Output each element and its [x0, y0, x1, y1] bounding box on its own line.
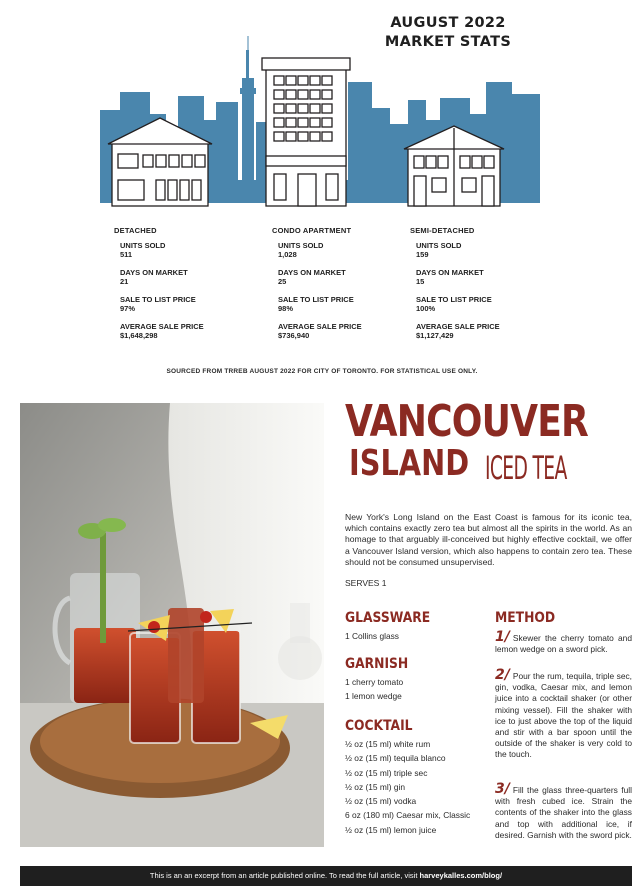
stat-value: $736,940 — [278, 331, 310, 340]
garnish-list — [345, 675, 403, 704]
list-item: ½ oz (15 ml) triple sec — [345, 767, 428, 778]
stat-label: DAYS ON MARKET — [120, 268, 188, 277]
recipe-title-word-2: ISLAND — [349, 443, 470, 484]
list-item: ½ oz (15 ml) lemon juice — [345, 824, 437, 835]
step-text: Skewer the cherry tomato and lemon wedge on a sword pick. — [495, 633, 632, 655]
stat-label: UNITS SOLD — [278, 241, 324, 250]
cocktail-heading: COCKTAIL — [345, 718, 413, 734]
step-text: Fill the glass three-quarters full with fresh cubed ice. Strain the contents of the shaker into the glass and top with additional ice, if desired. Garnish with the sword pick. — [495, 785, 632, 840]
stat-value: 98% — [278, 304, 294, 313]
stat-value: 21 — [120, 277, 129, 286]
step-number: 2/ — [495, 667, 510, 683]
stat-value: 25 — [278, 277, 287, 286]
stat-label: DAYS ON MARKET — [278, 268, 346, 277]
stat-label: SALE TO LIST PRICE — [416, 295, 492, 304]
cocktail-photo — [20, 403, 324, 847]
stat-value: 100% — [416, 304, 436, 313]
stat-value: 97% — [120, 304, 136, 313]
serves-label: SERVES 1 — [345, 578, 387, 588]
recipe-title-word-3: ICED TEA — [485, 449, 567, 487]
stat-value: 511 — [120, 250, 133, 259]
stat-label: DAYS ON MARKET — [416, 268, 484, 277]
stat-label: SALE TO LIST PRICE — [278, 295, 354, 304]
list-item: 1 lemon wedge — [345, 691, 402, 702]
recipe-intro: New York's Long Island on the East Coast is famous for its iconic tea, which contains exactly zero tea but almost all the spirits in the world. As an homage to that arguably ill-conceived but highly effective cocktail, we offer a Vancouver Island version, which also happens to contain zero tea. These should not be consumed unsupervised. — [345, 512, 632, 567]
detached-stats — [114, 226, 204, 349]
stat-label: AVERAGE SALE PRICE — [416, 322, 500, 331]
footer-text: This is an an excerpt from an article published online. To read the full article, visit — [149, 871, 418, 880]
title-line-1: AUGUST 2022 — [390, 15, 506, 31]
method-step-3 — [495, 781, 632, 841]
step-text: Pour the rum, tequila, triple sec, gin, vodka, Caesar mix, and lemon juice into a cocktail shaker (or other mixing vessel). Fill the shaker with ice to just above the top of the liquid and stir with a bar spoon until the outside of the shaker is very cold to the touch. — [495, 671, 632, 760]
category-name: DETACHED — [114, 226, 157, 235]
semi-detached-stats — [410, 226, 500, 349]
list-item: ½ oz (15 ml) vodka — [345, 796, 417, 807]
glassware-heading: GLASSWARE — [345, 610, 431, 626]
garnish-heading: GARNISH — [345, 656, 409, 672]
list-item: ½ oz (15 ml) white rum — [345, 739, 431, 749]
stat-value: 15 — [416, 277, 425, 286]
source-note: SOURCED FROM TRREB AUGUST 2022 FOR CITY OF TORONTO. FOR STATISTICAL USE ONLY. — [166, 368, 478, 375]
list-item: 1 cherry tomato — [345, 677, 404, 687]
stat-label: SALE TO LIST PRICE — [120, 295, 196, 304]
step-number: 3/ — [495, 781, 510, 797]
list-item: 1 Collins glass — [345, 631, 399, 641]
title-line-2: MARKET STATS — [384, 34, 512, 50]
list-item: 6 oz (180 ml) Caesar mix, Classic — [345, 810, 471, 821]
stat-label: AVERAGE SALE PRICE — [120, 322, 204, 331]
stat-label: UNITS SOLD — [416, 241, 462, 250]
stat-value: 159 — [416, 250, 429, 259]
stat-value: $1,648,298 — [120, 331, 158, 340]
city-skyline-illustration — [100, 28, 540, 218]
stat-value: $1,127,429 — [416, 331, 454, 340]
stat-label: AVERAGE SALE PRICE — [278, 322, 362, 331]
method-step-1 — [495, 629, 632, 655]
method-step-2 — [495, 667, 632, 761]
glassware-list — [345, 629, 399, 643]
stat-value: 1,028 — [278, 250, 297, 259]
category-name: CONDO APARTMENT — [272, 226, 352, 235]
footer-bar — [20, 866, 632, 886]
cocktail-ingredients — [345, 737, 470, 837]
step-number: 1/ — [495, 629, 510, 645]
stat-label: UNITS SOLD — [120, 241, 166, 250]
list-item: ½ oz (15 ml) tequila blanco — [345, 753, 446, 764]
footer-link[interactable]: harveykalles.com/blog/ — [419, 871, 503, 880]
condo-stats — [272, 226, 362, 349]
list-item: ½ oz (15 ml) gin — [345, 781, 406, 792]
condo-building-icon — [262, 58, 350, 206]
recipe-title-line-1: VANCOUVER — [345, 396, 589, 447]
method-heading: METHOD — [495, 610, 556, 626]
category-name: SEMI-DETACHED — [410, 226, 475, 235]
